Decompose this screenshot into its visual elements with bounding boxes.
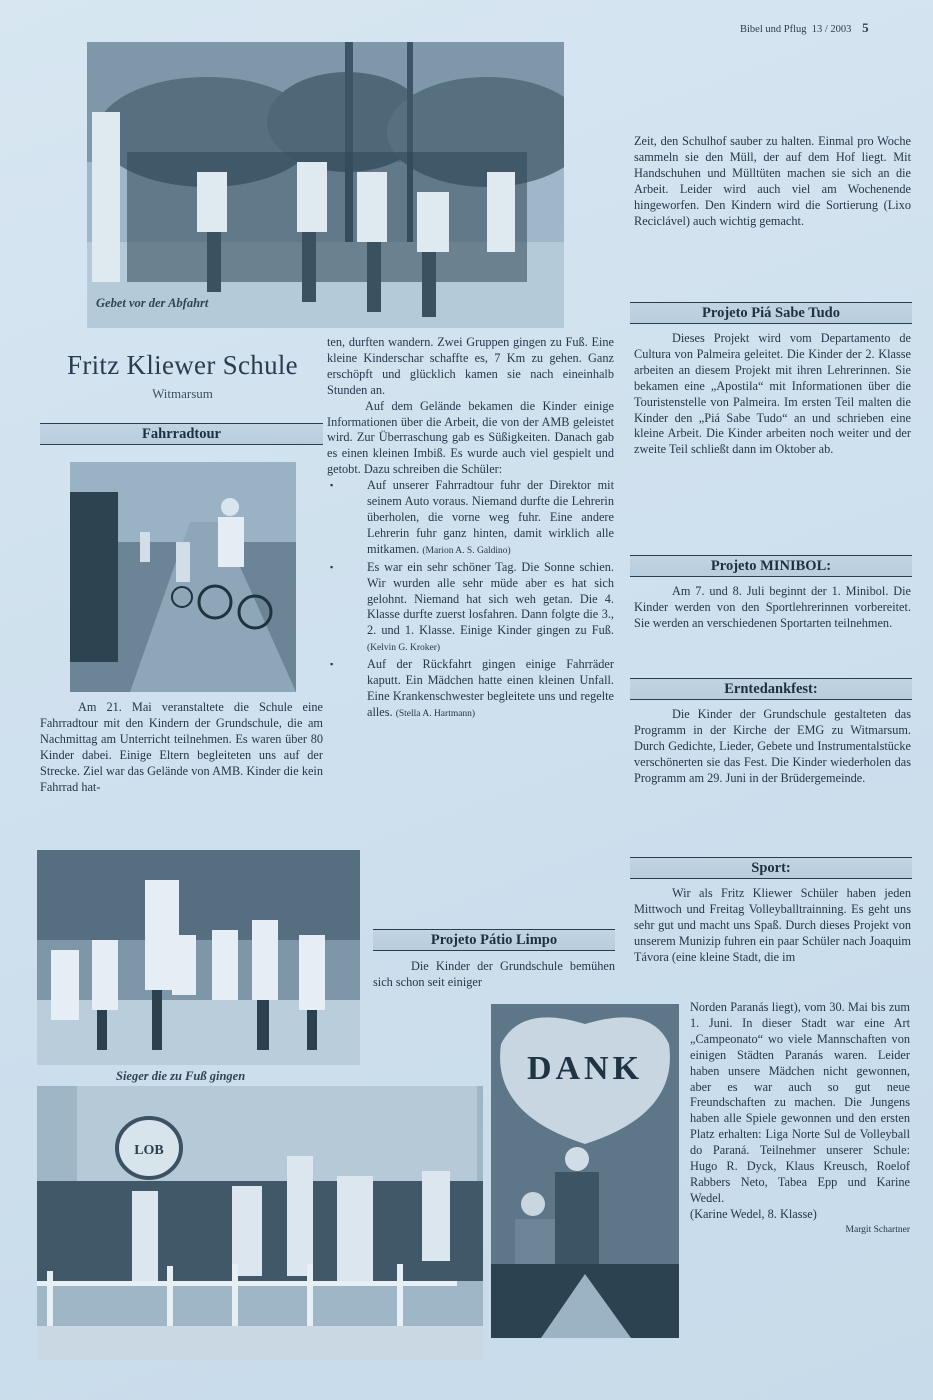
school-location: Witmarsum: [152, 386, 213, 401]
photo-bike-tour: [70, 462, 296, 692]
pia-sabe-tudo-paragraph: Dieses Projekt wird vom Departamento de Cultura von Palmeira geleitet. Die Kinder der 2. Klasse arbeiten an diesem Projekt mit ihren Lehrerinnen. Sie bekamen eine „Apostila“ mit Informationen über die Touristenstelle von Palmeira. Im ersten Teil malten die Kinder den „Piá Sabe Tudo“ an und schrieben eine kleine Arbeit. Die Kinder arbeiten noch weiter und der zweite Teil schließt dann im Oktober ab.: [634, 331, 911, 457]
section-heading-fahrradtour: Fahrradtour: [40, 423, 323, 445]
fahrradtour-paragraph-2: Auf dem Gelände bekamen die Kinder einige Informationen über die Arbeit, die von der AMB geleistet wird. Zur Überraschung gab es Süßigkeiten. Danach gab es einen kleinen Imbiß. Es wurde auch viel gespielt und getobt. Dazu schreiben die Schüler:: [327, 398, 614, 477]
quote-author: (Kelvin G. Kroker): [367, 643, 441, 654]
student-quote: ▪ Auf der Rückfahrt gingen einige Fahrräder kaputt. Ein Mädchen hatte einen kleinen Unfall. Eine Krankenschwester begleitete uns und regelte alles. (Stella A. Hartmann): [327, 657, 614, 723]
fahrradtour-paragraph-1: Am 21. Mai veranstaltete die Schule eine Fahrradtour mit den Kindern der Grundschule, die am Nachmittag am Unterricht teilnehmen. Es waren über 80 Kinder dabei. Einige Eltern begleiteten uns auf der Strecke. Ziel war das Gelände von AMB. Kinder die kein Fahrrad hat-: [40, 700, 323, 794]
section-heading-erntedankfest: Erntedankfest:: [630, 678, 912, 700]
article-sport-continued: [690, 1000, 910, 1239]
article-fahrradtour-col1: [40, 700, 323, 795]
article-erntedankfest: [634, 707, 911, 787]
quote-author: (Stella A. Hartmann): [395, 708, 476, 719]
quote-author: (Marion A. S. Galdino): [422, 545, 511, 556]
balloon-text: DANK: [526, 1050, 644, 1087]
article-patio-limpo-col3: [634, 134, 911, 229]
article-author: Margit Schartner: [845, 1224, 910, 1235]
photo-caption-prayer: Gebet vor der Abfahrt: [96, 296, 209, 310]
issue-number: 13 / 2003: [811, 24, 852, 35]
article-sport: [634, 886, 911, 966]
section-heading-minibol: Projeto MINIBOL:: [630, 555, 912, 577]
patio-limpo-paragraph: Die Kinder der Grundschule bemühen sich schon seit einiger: [373, 959, 615, 989]
publication-name: Bibel und Pflug: [740, 24, 807, 35]
article-pia-sabe-tudo: [634, 331, 911, 458]
section-heading-pia-sabe-tudo: Projeto Piá Sabe Tudo: [630, 302, 912, 324]
erntedankfest-paragraph: Die Kinder der Grundschule gestalteten das Programm in der Kirche der EMG zu Witmarsum. Durch Gedichte, Lieder, Gebete und Instrumentalstücke verschönerten sie das Fest. Die Kinder wiederholen das Programm am 29. Juni in der Brüdergemeinde.: [634, 707, 911, 785]
running-head: [740, 20, 869, 36]
stage-sign-text: LOB: [134, 1143, 164, 1158]
photo-caption-walkers: Sieger die zu Fuß gingen: [116, 1069, 246, 1083]
article-patio-limpo-col2: [373, 959, 615, 991]
article-fahrradtour-col2: [327, 335, 614, 723]
patio-limpo-paragraph-continued: Zeit, den Schulhof sauber zu halten. Einmal pro Woche sammeln sie den Müll, der auf dem Hof liegt. Mit Handschuhen und Mülltüten machen sie sich an die Arbeit. Leider wird auch viel am Wochenende hingeworfen. Den Kindern wird die Sortierung (Lixo Reciclável) auch wichtig gemacht.: [634, 134, 911, 228]
page-number: 5: [862, 20, 869, 35]
photo-stage-performance: [37, 1086, 483, 1360]
section-heading-sport: Sport:: [630, 857, 912, 879]
student-quote: ▪ Es war ein sehr schöner Tag. Die Sonne schien. Wir wurden alle sehr müde aber es hat sich gelohnt. Niemand hat sich weh getan. Die 4. Klasse durfte zuerst losfahren. Dann folgte die 3., 2. und 1. Klasse. Einige Kinder gingen zu Fuß. (Kelvin G. Kroker): [327, 560, 614, 657]
article-minibol: [634, 584, 911, 632]
minibol-paragraph: Am 7. und 8. Juli beginnt der 1. Minibol. Die Kinder werden von den Sportlehrerinnen vorbereitet. Sie werden an verschiedenen Sportarten teilnehmen.: [634, 584, 911, 630]
fahrradtour-paragraph-1-continued: ten, durften wandern. Zwei Gruppen gingen zu Fuß. Eine kleine Kinderschar schaffte es, 7 Km zu gehen. Ganz erschöpft und glücklich kamen sie nach eineinhalb Stunden an.: [327, 335, 614, 397]
photo-dank-balloon: [491, 1004, 679, 1338]
student-quote: ▪ Auf unserer Fahrradtour fuhr der Direktor mit seinem Auto voraus. Niemand durfte die Lehrerin überholen, die vorne weg fuhr. Eine andere Lehrerin fuhr ganz hinten, damit wirklich alle mitkamen. (Marion A. S. Galdino): [327, 478, 614, 560]
section-heading-patio-limpo: Projeto Pátio Limpo: [373, 929, 615, 951]
sport-paragraph: Wir als Fritz Kliewer Schüler haben jeden Mittwoch und Freitag Volleyballtrainning. Es geht uns sehr gut und macht uns Spaß. Durch dieses Projekt von unserem Munizip fuhren ein paar Schüler nach Joaquim Távora (eine kleine Stadt, die im: [634, 886, 911, 964]
sport-paragraph-continued: Norden Paranás liegt), vom 30. Mai bis zum 1. Juni. In dieser Stadt war eine Art „Campeonato“ wo viele Mannschaften von einigen Städten Paranás waren. Leider haben unsere Mädchen nicht gewonnen, aber es war auch so gut neue Freundschaften zu machen. Die Jungens haben alle Spiele gewonnen und den ersten Platz erhalten: Liga Norte Sul de Volleyball do Paraná. Teilnehmer unserer Schule: Hugo R. Dyck, Klaus Kreusch, Roelof Rabbers Neto, Tabea Epp und Karine Wedel.: [690, 1000, 910, 1205]
school-title: Fritz Kliewer Schule: [67, 350, 298, 380]
photo-walkers: [37, 850, 360, 1065]
student-quotes-list: [327, 478, 614, 723]
photo-prayer-before-departure: [87, 42, 564, 328]
sport-signature-line: (Karine Wedel, 8. Klasse): [690, 1206, 817, 1221]
